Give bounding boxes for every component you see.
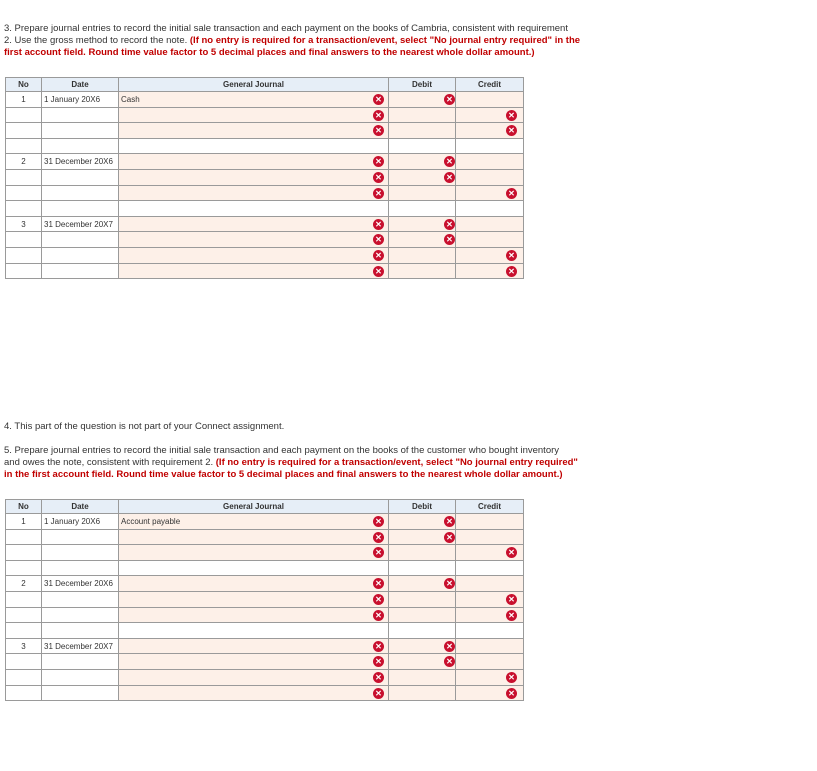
credit-field[interactable]: [456, 607, 524, 623]
credit-field[interactable]: [456, 514, 524, 530]
account-field[interactable]: [119, 685, 389, 701]
debit-field[interactable]: [389, 232, 456, 248]
account-field[interactable]: [119, 638, 389, 654]
error-x-icon: ✕: [373, 656, 384, 667]
error-x-icon: ✕: [373, 641, 384, 652]
journal-table-1: [5, 77, 524, 279]
col-header-no: No: [6, 500, 42, 514]
error-x-icon: ✕: [373, 125, 384, 136]
col-header-date: Date: [42, 78, 119, 92]
debit-field[interactable]: [389, 263, 456, 279]
table-row: [6, 185, 524, 201]
error-x-icon: ✕: [444, 156, 455, 167]
account-field[interactable]: [119, 154, 389, 170]
credit-field[interactable]: [456, 576, 524, 592]
question-4-note: 4. This part of the question is not part of your Connect assignment.: [4, 421, 285, 432]
table-row: [6, 169, 524, 185]
error-x-icon: ✕: [373, 110, 384, 121]
error-x-icon: ✕: [373, 594, 384, 605]
table-row: [6, 560, 524, 576]
error-x-icon: ✕: [444, 219, 455, 230]
error-x-icon: ✕: [373, 172, 384, 183]
question-5-instructions: 5. Prepare journal entries to record the initial sale transaction and each payment on the books of the customer who bought inventory and owes the note, consistent with requirement 2. (If no entry is required for a transaction/event, select "No journal entry required" in the first account field. Round time value factor to 5 decimal places and final answers to the nearest whole dollar amount.): [4, 445, 578, 480]
table-row: 2 31 December 20X6 ✕ ✕: [6, 154, 524, 170]
debit-field[interactable]: [389, 247, 456, 263]
error-x-icon: ✕: [373, 266, 384, 277]
error-x-icon: ✕: [506, 110, 517, 121]
account-field[interactable]: [119, 247, 389, 263]
debit-field[interactable]: [389, 638, 456, 654]
credit-field[interactable]: [456, 263, 524, 279]
date-field[interactable]: [42, 669, 119, 685]
error-x-icon: ✕: [444, 656, 455, 667]
table-row: [6, 107, 524, 123]
date-field[interactable]: 31 December 20X7: [42, 638, 119, 654]
date-field[interactable]: [42, 654, 119, 670]
error-x-icon: ✕: [506, 594, 517, 605]
debit-field[interactable]: [389, 216, 456, 232]
error-x-icon: ✕: [373, 688, 384, 699]
error-x-icon: ✕: [373, 516, 384, 527]
date-field[interactable]: [42, 107, 119, 123]
error-x-icon: ✕: [373, 672, 384, 683]
credit-field[interactable]: [456, 92, 524, 108]
credit-field[interactable]: [456, 154, 524, 170]
date-field[interactable]: [42, 185, 119, 201]
date-field[interactable]: [42, 123, 119, 139]
debit-field[interactable]: [389, 185, 456, 201]
error-x-icon: ✕: [506, 250, 517, 261]
col-header-date: Date: [42, 500, 119, 514]
table-row: [6, 138, 524, 154]
date-field[interactable]: [42, 263, 119, 279]
question-3-instructions: 3. Prepare journal entries to record the initial sale transaction and each payment on the books of Cambria, consistent with requirement 2. Use the gross method to record the note. (If no entry is required for a transaction/event, select "No journal entry required" in the first account field. Round time value factor to 5 decimal places and final answers to the nearest whole dollar amount.): [4, 23, 581, 58]
table-row: 3 31 December 20X7 ✕ ✕: [6, 216, 524, 232]
table-row: [6, 247, 524, 263]
date-field[interactable]: [42, 169, 119, 185]
debit-field[interactable]: [389, 591, 456, 607]
error-x-icon: ✕: [506, 610, 517, 621]
account-field[interactable]: [119, 607, 389, 623]
credit-field[interactable]: [456, 123, 524, 139]
credit-field[interactable]: [456, 654, 524, 670]
debit-field[interactable]: [389, 514, 456, 530]
error-x-icon: ✕: [373, 94, 384, 105]
error-x-icon: ✕: [506, 688, 517, 699]
error-x-icon: ✕: [506, 125, 517, 136]
error-x-icon: ✕: [506, 547, 517, 558]
error-x-icon: ✕: [444, 532, 455, 543]
credit-field[interactable]: [456, 669, 524, 685]
account-field[interactable]: [119, 529, 389, 545]
credit-field[interactable]: [456, 169, 524, 185]
error-x-icon: ✕: [373, 610, 384, 621]
date-field[interactable]: [42, 247, 119, 263]
date-field[interactable]: 31 December 20X6: [42, 576, 119, 592]
account-field[interactable]: [119, 591, 389, 607]
table-row: [6, 545, 524, 561]
table-row: [6, 529, 524, 545]
account-field[interactable]: [119, 545, 389, 561]
journal-table-2: [5, 499, 524, 701]
error-x-icon: ✕: [506, 266, 517, 277]
account-field[interactable]: [119, 185, 389, 201]
credit-field[interactable]: [456, 232, 524, 248]
error-x-icon: ✕: [444, 94, 455, 105]
credit-field[interactable]: [456, 545, 524, 561]
debit-field[interactable]: [389, 123, 456, 139]
date-field[interactable]: 31 December 20X6: [42, 154, 119, 170]
error-x-icon: ✕: [373, 547, 384, 558]
debit-field[interactable]: [389, 529, 456, 545]
table-row: [6, 232, 524, 248]
account-field[interactable]: [119, 654, 389, 670]
table-row: [6, 123, 524, 139]
date-field[interactable]: [42, 545, 119, 561]
date-field[interactable]: 1 January 20X6: [42, 514, 119, 530]
table-row: 3 31 December 20X7 ✕ ✕: [6, 638, 524, 654]
error-x-icon: ✕: [373, 219, 384, 230]
account-field[interactable]: [119, 169, 389, 185]
error-x-icon: ✕: [373, 250, 384, 261]
credit-field[interactable]: [456, 638, 524, 654]
error-x-icon: ✕: [444, 516, 455, 527]
debit-field[interactable]: [389, 669, 456, 685]
debit-field[interactable]: [389, 107, 456, 123]
date-field[interactable]: [42, 232, 119, 248]
credit-field[interactable]: [456, 247, 524, 263]
debit-field[interactable]: [389, 545, 456, 561]
debit-field[interactable]: [389, 169, 456, 185]
account-field[interactable]: Account payable ✕: [119, 514, 389, 530]
table-row: 1 1 January 20X6 Cash ✕ ✕: [6, 92, 524, 108]
credit-field[interactable]: [456, 216, 524, 232]
error-x-icon: ✕: [373, 234, 384, 245]
account-field[interactable]: Cash ✕: [119, 92, 389, 108]
error-x-icon: ✕: [444, 234, 455, 245]
date-field[interactable]: [42, 591, 119, 607]
table-row: [6, 607, 524, 623]
table-row: [6, 654, 524, 670]
error-x-icon: ✕: [373, 156, 384, 167]
table-row: 1 1 January 20X6 Account payable ✕ ✕: [6, 514, 524, 530]
account-field[interactable]: [119, 232, 389, 248]
col-header-no: No: [6, 78, 42, 92]
error-x-icon: ✕: [444, 578, 455, 589]
debit-field[interactable]: [389, 685, 456, 701]
error-x-icon: ✕: [444, 641, 455, 652]
credit-field[interactable]: [456, 685, 524, 701]
date-field[interactable]: 1 January 20X6: [42, 92, 119, 108]
credit-field[interactable]: [456, 591, 524, 607]
col-header-debit: Debit: [389, 78, 456, 92]
debit-field[interactable]: [389, 576, 456, 592]
debit-field[interactable]: [389, 654, 456, 670]
error-x-icon: ✕: [373, 578, 384, 589]
error-x-icon: ✕: [506, 188, 517, 199]
table-row: 2 31 December 20X6 ✕ ✕: [6, 576, 524, 592]
error-x-icon: ✕: [506, 672, 517, 683]
debit-field[interactable]: [389, 607, 456, 623]
col-header-credit: Credit: [456, 500, 524, 514]
debit-field[interactable]: [389, 92, 456, 108]
credit-field[interactable]: [456, 529, 524, 545]
table-row: [6, 685, 524, 701]
table-row: [6, 669, 524, 685]
error-x-icon: ✕: [444, 172, 455, 183]
table-row: [6, 263, 524, 279]
account-field[interactable]: [119, 576, 389, 592]
credit-field[interactable]: [456, 107, 524, 123]
date-field[interactable]: [42, 685, 119, 701]
account-field[interactable]: [119, 669, 389, 685]
date-field[interactable]: [42, 529, 119, 545]
account-field[interactable]: [119, 123, 389, 139]
error-x-icon: ✕: [373, 188, 384, 199]
col-header-credit: Credit: [456, 78, 524, 92]
col-header-debit: Debit: [389, 500, 456, 514]
table-row: [6, 201, 524, 217]
account-field[interactable]: [119, 263, 389, 279]
col-header-general-journal: General Journal: [119, 500, 389, 514]
table-row: [6, 591, 524, 607]
table-row: [6, 623, 524, 639]
error-x-icon: ✕: [373, 532, 384, 543]
date-field[interactable]: 31 December 20X7: [42, 216, 119, 232]
col-header-general-journal: General Journal: [119, 78, 389, 92]
account-field[interactable]: [119, 107, 389, 123]
credit-field[interactable]: [456, 185, 524, 201]
account-field[interactable]: [119, 216, 389, 232]
date-field[interactable]: [42, 607, 119, 623]
debit-field[interactable]: [389, 154, 456, 170]
